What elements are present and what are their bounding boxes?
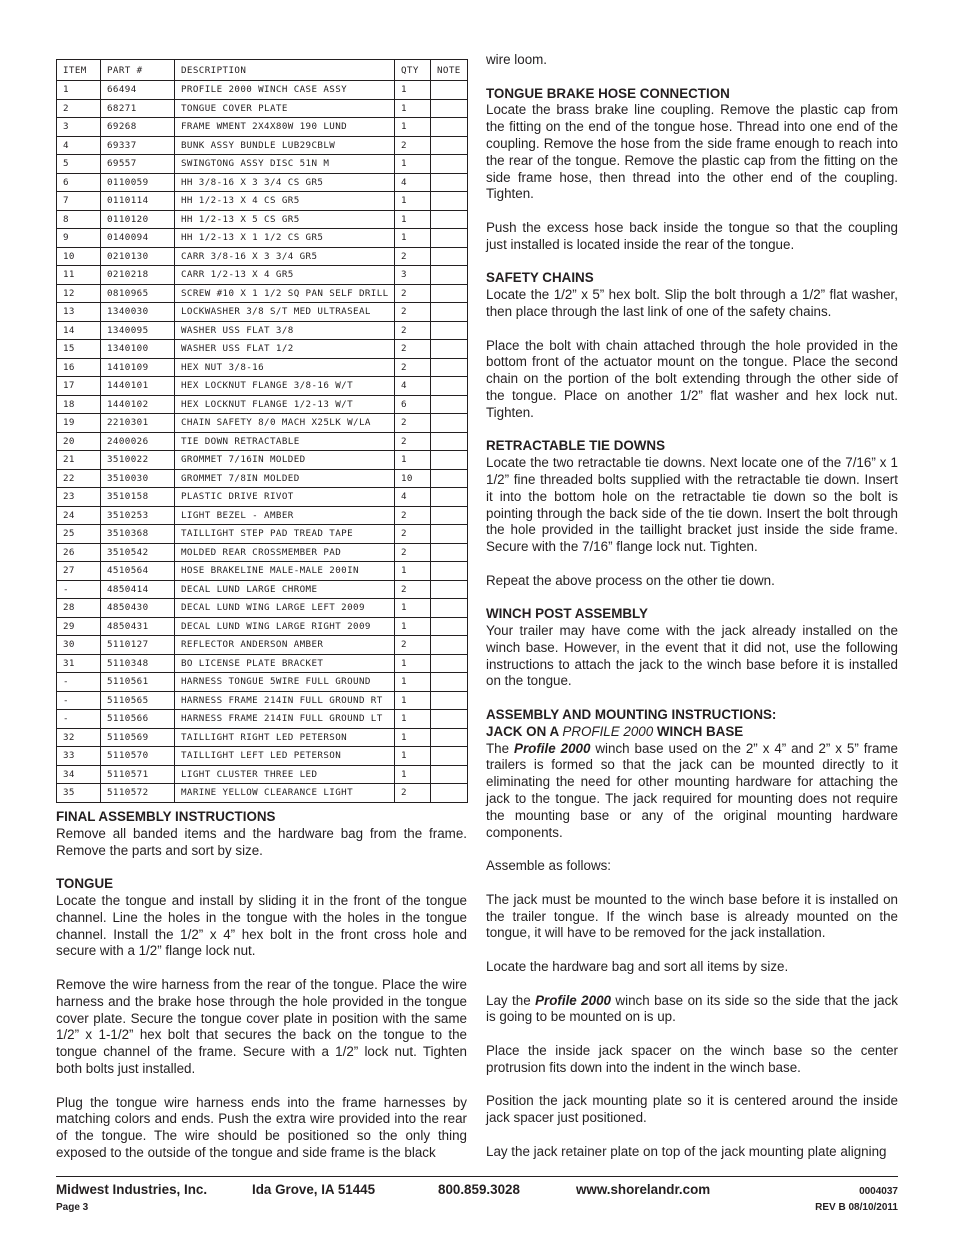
- header-description: DESCRIPTION: [175, 60, 395, 81]
- description-cell: HARNESS TONGUE 5WIRE FULL GROUND: [175, 673, 395, 692]
- table-row: [57, 488, 468, 507]
- note-cell: [431, 784, 468, 803]
- assembly-p1-rest: winch base used on the 2” x 4” and 2” x 5” frame trailers is formed so that the jack can be mounted directly to it eliminating the need for other mounting hardware for attaching the jack to the tongue. The jack required for mounting does not require the mounting base or any of the original mounting hardware components.: [486, 740, 898, 840]
- table-row: [57, 99, 468, 118]
- winch-post-paragraph: Your trailer may have come with the jack already installed on the winch base. However, in the event that it did not, use the following instructions to attach the jack to the winch base before it is installed on the tongue.: [486, 623, 898, 689]
- item-cell: -: [57, 673, 101, 692]
- table-row: [57, 284, 468, 303]
- qty-cell: 1: [395, 562, 431, 581]
- winch-post-heading: WINCH POST ASSEMBLY: [486, 606, 648, 622]
- description-cell: CHAIN SAFETY 8/0 MACH X25LK W/LA: [175, 414, 395, 433]
- table-row: [57, 451, 468, 470]
- part-number-cell: 1340100: [101, 340, 175, 359]
- table-row: [57, 691, 468, 710]
- tie-downs-heading: RETRACTABLE TIE DOWNS: [486, 438, 666, 454]
- part-number-cell: 0110114: [101, 192, 175, 211]
- description-cell: LIGHT BEZEL - AMBER: [175, 506, 395, 525]
- qty-cell: 2: [395, 321, 431, 340]
- footer-city: Ida Grove, IA 51445: [252, 1182, 376, 1197]
- note-cell: [431, 118, 468, 137]
- right-column: [486, 52, 898, 1177]
- description-cell: PLASTIC DRIVE RIVOT: [175, 488, 395, 507]
- part-number-cell: 0210218: [101, 266, 175, 285]
- description-cell: LOCKWASHER 3/8 S/T MED ULTRASEAL: [175, 303, 395, 322]
- note-cell: [431, 617, 468, 636]
- qty-cell: 1: [395, 654, 431, 673]
- safety-chains-heading: SAFETY CHAINS: [486, 270, 594, 286]
- tie-downs-paragraph-2: Repeat the above process on the other tie down.: [486, 572, 775, 588]
- part-number-cell: 0110059: [101, 173, 175, 192]
- part-number-cell: 3510158: [101, 488, 175, 507]
- item-cell: 10: [57, 247, 101, 266]
- table-row: [57, 617, 468, 636]
- part-number-cell: 3510368: [101, 525, 175, 544]
- qty-cell: 1: [395, 710, 431, 729]
- final-assembly-text: Remove all banded items and the hardware bag from the frame. Remove the parts and sort by size.: [56, 825, 467, 858]
- table-row: [57, 377, 468, 396]
- item-cell: 1: [57, 81, 101, 100]
- description-cell: HARNESS FRAME 214IN FULL GROUND RT: [175, 691, 395, 710]
- table-row: [57, 747, 468, 766]
- part-number-cell: 3510542: [101, 543, 175, 562]
- item-cell: 18: [57, 395, 101, 414]
- table-row: [57, 710, 468, 729]
- item-cell: 21: [57, 451, 101, 470]
- item-cell: 15: [57, 340, 101, 359]
- table-row: [57, 358, 468, 377]
- note-cell: [431, 636, 468, 655]
- note-cell: [431, 432, 468, 451]
- table-row: [57, 784, 468, 803]
- part-number-cell: 1440102: [101, 395, 175, 414]
- description-cell: GROMMET 7/8IN MOLDED: [175, 469, 395, 488]
- item-cell: 32: [57, 728, 101, 747]
- part-number-cell: 5110570: [101, 747, 175, 766]
- note-cell: [431, 765, 468, 784]
- note-cell: [431, 488, 468, 507]
- header-note: NOTE: [431, 60, 468, 81]
- item-cell: 6: [57, 173, 101, 192]
- table-row: [57, 599, 468, 618]
- qty-cell: 1: [395, 99, 431, 118]
- qty-cell: 2: [395, 358, 431, 377]
- table-row: [57, 543, 468, 562]
- qty-cell: 2: [395, 506, 431, 525]
- part-number-cell: 0810965: [101, 284, 175, 303]
- qty-cell: 2: [395, 636, 431, 655]
- description-cell: DECAL LUND WING LARGE LEFT 2009: [175, 599, 395, 618]
- qty-cell: 2: [395, 340, 431, 359]
- item-cell: 5: [57, 155, 101, 174]
- note-cell: [431, 377, 468, 396]
- table-header-row: [57, 60, 468, 81]
- description-cell: BO LICENSE PLATE BRACKET: [175, 654, 395, 673]
- qty-cell: 1: [395, 673, 431, 692]
- part-number-cell: 1410109: [101, 358, 175, 377]
- part-number-cell: 0210130: [101, 247, 175, 266]
- assembly-paragraph-2: Assemble as follows:: [486, 858, 612, 874]
- item-cell: -: [57, 691, 101, 710]
- jack-heading-product: PROFILE 2000: [562, 723, 654, 739]
- description-cell: FRAME WMENT 2X4X80W 190 LUND: [175, 118, 395, 137]
- brake-hose-paragraph-1: Locate the brass brake line coupling. Remove the plastic cap from the fitting on the end of the tongue hose. Thread into one end of the coupling. Remove the hose from the side frame enough to reach into the rear of the tongue. Remove the plastic cap from the fitting on the side frame hose, then thread into the other end of the coupling. Tighten.: [486, 102, 898, 202]
- part-number-cell: 2210301: [101, 414, 175, 433]
- table-row: [57, 432, 468, 451]
- note-cell: [431, 580, 468, 599]
- description-cell: GROMMET 7/16IN MOLDED: [175, 451, 395, 470]
- assembly-paragraph-4: Locate the hardware bag and sort all items by size.: [486, 959, 789, 975]
- item-cell: 11: [57, 266, 101, 285]
- description-cell: LIGHT CLUSTER THREE LED: [175, 765, 395, 784]
- assembly-paragraph-6: Place the inside jack spacer on the winch base so the center protrusion fits down into the indent in the winch base.: [486, 1043, 898, 1075]
- parts-table: [56, 59, 468, 803]
- table-row: [57, 266, 468, 285]
- description-cell: HH 1/2-13 X 4 CS GR5: [175, 192, 395, 211]
- qty-cell: 2: [395, 414, 431, 433]
- qty-cell: 10: [395, 469, 431, 488]
- assembly-paragraph-3: The jack must be mounted to the winch base before it is installed on the trailer tongue. If the winch base is already mounted on the tongue, it will have to be removed for the jack installation.: [486, 891, 898, 941]
- assembly-p5-rest: winch base on its side so the side that the jack is going to be mounted on is up.: [486, 992, 898, 1025]
- description-cell: BUNK ASSY BUNDLE LUB29CBLW: [175, 136, 395, 155]
- part-number-cell: 3510030: [101, 469, 175, 488]
- part-number-cell: 5110348: [101, 654, 175, 673]
- description-cell: HH 3/8-16 X 3 3/4 CS GR5: [175, 173, 395, 192]
- note-cell: [431, 562, 468, 581]
- description-cell: HEX LOCKNUT FLANGE 1/2-13 W/T: [175, 395, 395, 414]
- table-row: [57, 303, 468, 322]
- part-number-cell: 4850430: [101, 599, 175, 618]
- table-row: [57, 506, 468, 525]
- part-number-cell: 5110572: [101, 784, 175, 803]
- assembly-p1-product: Profile 2000: [514, 740, 591, 756]
- final-assembly-heading: FINAL ASSEMBLY INSTRUCTIONS: [56, 809, 276, 824]
- description-cell: TIE DOWN RETRACTABLE: [175, 432, 395, 451]
- part-number-cell: 69557: [101, 155, 175, 174]
- part-number-cell: 5110561: [101, 673, 175, 692]
- table-row: [57, 562, 468, 581]
- description-cell: HEX NUT 3/8-16: [175, 358, 395, 377]
- description-cell: TAILLIGHT STEP PAD TREAD TAPE: [175, 525, 395, 544]
- note-cell: [431, 81, 468, 100]
- part-number-cell: 69268: [101, 118, 175, 137]
- note-cell: [431, 395, 468, 414]
- assembly-paragraph-8: Lay the jack retainer plate on top of the jack mounting plate aligning: [486, 1143, 887, 1159]
- item-cell: 30: [57, 636, 101, 655]
- footer-doc-number: 0004037: [859, 1186, 898, 1197]
- description-cell: MARINE YELLOW CLEARANCE LIGHT: [175, 784, 395, 803]
- header-part-number: PART #: [101, 60, 175, 81]
- qty-cell: 2: [395, 303, 431, 322]
- item-cell: 13: [57, 303, 101, 322]
- part-number-cell: 3510253: [101, 506, 175, 525]
- note-cell: [431, 229, 468, 248]
- qty-cell: 4: [395, 377, 431, 396]
- note-cell: [431, 303, 468, 322]
- description-cell: SCREW #10 X 1 1/2 SQ PAN SELF DRILL: [175, 284, 395, 303]
- assembly-paragraph-7: Position the jack mounting plate so it is centered around the inside jack spacer just positioned.: [486, 1093, 898, 1126]
- table-row: [57, 118, 468, 137]
- table-row: [57, 525, 468, 544]
- table-row: [57, 580, 468, 599]
- tie-downs-paragraph-1: Locate the two retractable tie downs. Next locate one of the 7/16” x 1 1/2” fine threaded bolts supplied with the retractable tie down. Insert it into the bottom hole on the retractable tie down so the bolt is pointing through the back side of the tie down. Insert the bolt through the hole provided in the taillight bracket just inside the side frame. Secure with the 7/16” flange lock nut. Tighten.: [486, 455, 898, 555]
- note-cell: [431, 710, 468, 729]
- tongue-paragraph-2: Remove the wire harness from the rear of the tongue. Place the wire harness and the brake hose through the hole provided in the tongue cover plate. Secure the tongue cover plate in position with the same 1/2” x 1-1/2” hex bolt that secures the back on the tongue to the tongue channel of the frame. Secure with a 1/2” lock nut. Tighten both bolts just installed.: [56, 976, 467, 1076]
- item-cell: 29: [57, 617, 101, 636]
- note-cell: [431, 173, 468, 192]
- item-cell: 33: [57, 747, 101, 766]
- item-cell: 16: [57, 358, 101, 377]
- tongue-paragraph-1: Locate the tongue and install by sliding it in the front of the tongue channel. Line the holes in the tongue with the holes in the tongue channel. Install the 1/2” x 4” hex bolt in the front cross hole and secure with a 1/2” flange lock nut.: [56, 892, 467, 959]
- jack-heading-part-2: WINCH BASE: [653, 723, 744, 739]
- part-number-cell: 68271: [101, 99, 175, 118]
- assembly-p1-start: The: [486, 740, 515, 756]
- note-cell: [431, 321, 468, 340]
- table-row: [57, 192, 468, 211]
- table-row: [57, 469, 468, 488]
- footer-website: www.shorelandr.com: [576, 1182, 711, 1197]
- item-cell: 4: [57, 136, 101, 155]
- table-row: [57, 673, 468, 692]
- description-cell: SWINGTONG ASSY DISC 51N M: [175, 155, 395, 174]
- item-cell: 28: [57, 599, 101, 618]
- item-cell: 12: [57, 284, 101, 303]
- qty-cell: 1: [395, 229, 431, 248]
- item-cell: 35: [57, 784, 101, 803]
- part-number-cell: 66494: [101, 81, 175, 100]
- tongue-heading: TONGUE: [56, 876, 114, 892]
- table-row: [57, 728, 468, 747]
- description-cell: WASHER USS FLAT 3/8: [175, 321, 395, 340]
- part-number-cell: 1340095: [101, 321, 175, 340]
- qty-cell: 2: [395, 432, 431, 451]
- part-number-cell: 4510564: [101, 562, 175, 581]
- qty-cell: 1: [395, 747, 431, 766]
- note-cell: [431, 451, 468, 470]
- table-row: [57, 654, 468, 673]
- qty-cell: 1: [395, 765, 431, 784]
- description-cell: MOLDED REAR CROSSMEMBER PAD: [175, 543, 395, 562]
- note-cell: [431, 599, 468, 618]
- qty-cell: 2: [395, 247, 431, 266]
- footer-divider: [56, 1176, 898, 1177]
- footer-phone: 800.859.3028: [438, 1182, 520, 1197]
- safety-chains-paragraph-1: Locate the 1/2” x 5” hex bolt. Slip the bolt through a 1/2” flat washer, then place through the last link of one of the safety chains.: [486, 287, 898, 319]
- table-row: [57, 395, 468, 414]
- assembly-p5-start: Lay the: [486, 992, 536, 1008]
- qty-cell: 2: [395, 136, 431, 155]
- note-cell: [431, 99, 468, 118]
- item-cell: 8: [57, 210, 101, 229]
- table-row: [57, 636, 468, 655]
- qty-cell: 1: [395, 617, 431, 636]
- item-cell: -: [57, 580, 101, 599]
- description-cell: DECAL LUND WING LARGE RIGHT 2009: [175, 617, 395, 636]
- part-number-cell: 5110127: [101, 636, 175, 655]
- description-cell: TONGUE COVER PLATE: [175, 99, 395, 118]
- part-number-cell: 0140094: [101, 229, 175, 248]
- part-number-cell: 5110565: [101, 691, 175, 710]
- table-row: [57, 210, 468, 229]
- note-cell: [431, 525, 468, 544]
- description-cell: HEX LOCKNUT FLANGE 3/8-16 W/T: [175, 377, 395, 396]
- assembly-heading: ASSEMBLY AND MOUNTING INSTRUCTIONS:: [486, 707, 777, 723]
- description-cell: HH 1/2-13 X 5 CS GR5: [175, 210, 395, 229]
- note-cell: [431, 414, 468, 433]
- note-cell: [431, 247, 468, 266]
- tongue-paragraph-3: Plug the tongue wire harness ends into the frame harnesses by matching colors and ends. Push the extra wire provided into the rear of the tongue. The wire should be positioned so the only thing exposed to the outside of the tongue and side frame is the black: [56, 1094, 467, 1160]
- qty-cell: 1: [395, 155, 431, 174]
- note-cell: [431, 728, 468, 747]
- note-cell: [431, 358, 468, 377]
- description-cell: TAILLIGHT RIGHT LED PETERSON: [175, 728, 395, 747]
- item-cell: 9: [57, 229, 101, 248]
- table-row: [57, 229, 468, 248]
- item-cell: -: [57, 710, 101, 729]
- part-number-cell: 3510022: [101, 451, 175, 470]
- qty-cell: 1: [395, 192, 431, 211]
- description-cell: WASHER USS FLAT 1/2: [175, 340, 395, 359]
- table-row: [57, 321, 468, 340]
- part-number-cell: 69337: [101, 136, 175, 155]
- qty-cell: 6: [395, 395, 431, 414]
- table-row: [57, 414, 468, 433]
- qty-cell: 1: [395, 728, 431, 747]
- assembly-paragraph-1: [486, 741, 898, 842]
- header-qty: QTY: [395, 60, 431, 81]
- safety-chains-paragraph-2: Place the bolt with chain attached through the hole provided in the bottom front of the actuator mount on the tongue. Place the second chain on the portion of the bolt extending through the other side of the tongue. Place on another 1/2” flat washer and hex lock nut. Tighten.: [486, 337, 898, 420]
- note-cell: [431, 747, 468, 766]
- note-cell: [431, 340, 468, 359]
- description-cell: PROFILE 2000 WINCH CASE ASSY: [175, 81, 395, 100]
- qty-cell: 1: [395, 451, 431, 470]
- note-cell: [431, 266, 468, 285]
- part-number-cell: 5110571: [101, 765, 175, 784]
- note-cell: [431, 469, 468, 488]
- note-cell: [431, 543, 468, 562]
- header-item: ITEM: [57, 60, 101, 81]
- table-row: [57, 136, 468, 155]
- description-cell: CARR 1/2-13 X 4 GR5: [175, 266, 395, 285]
- item-cell: 3: [57, 118, 101, 137]
- description-cell: HOSE BRAKELINE MALE-MALE 200IN: [175, 562, 395, 581]
- item-cell: 19: [57, 414, 101, 433]
- assembly-paragraph-5: [486, 993, 898, 1027]
- item-cell: 22: [57, 469, 101, 488]
- table-row: [57, 247, 468, 266]
- qty-cell: 2: [395, 525, 431, 544]
- assembly-p5-product: Profile 2000: [535, 992, 611, 1008]
- qty-cell: 2: [395, 784, 431, 803]
- description-cell: HARNESS FRAME 214IN FULL GROUND LT: [175, 710, 395, 729]
- table-row: [57, 340, 468, 359]
- item-cell: 24: [57, 506, 101, 525]
- description-cell: CARR 3/8-16 X 3 3/4 GR5: [175, 247, 395, 266]
- footer-company: Midwest Industries, Inc.: [56, 1182, 208, 1197]
- footer-revision: REV B 08/10/2011: [815, 1202, 898, 1213]
- part-number-cell: 1440101: [101, 377, 175, 396]
- qty-cell: 2: [395, 580, 431, 599]
- part-number-cell: 4850414: [101, 580, 175, 599]
- table-row: [57, 81, 468, 100]
- description-cell: HH 1/2-13 X 1 1/2 CS GR5: [175, 229, 395, 248]
- item-cell: 25: [57, 525, 101, 544]
- table-row: [57, 173, 468, 192]
- item-cell: 2: [57, 99, 101, 118]
- part-number-cell: 5110569: [101, 728, 175, 747]
- qty-cell: 2: [395, 284, 431, 303]
- qty-cell: 2: [395, 543, 431, 562]
- qty-cell: 1: [395, 691, 431, 710]
- part-number-cell: 4850431: [101, 617, 175, 636]
- part-number-cell: 1340030: [101, 303, 175, 322]
- note-cell: [431, 136, 468, 155]
- item-cell: 26: [57, 543, 101, 562]
- description-cell: TAILLIGHT LEFT LED PETERSON: [175, 747, 395, 766]
- note-cell: [431, 155, 468, 174]
- description-cell: REFLECTOR ANDERSON AMBER: [175, 636, 395, 655]
- description-cell: DECAL LUND LARGE CHROME: [175, 580, 395, 599]
- part-number-cell: 2400026: [101, 432, 175, 451]
- qty-cell: 4: [395, 488, 431, 507]
- qty-cell: 1: [395, 118, 431, 137]
- brake-hose-heading: TONGUE BRAKE HOSE CONNECTION: [486, 85, 730, 101]
- note-cell: [431, 210, 468, 229]
- jack-heading: [486, 724, 898, 741]
- qty-cell: 1: [395, 210, 431, 229]
- qty-cell: 4: [395, 173, 431, 192]
- note-cell: [431, 192, 468, 211]
- jack-heading-part-1: JACK ON A: [486, 723, 563, 739]
- brake-hose-paragraph-2: Push the excess hose back inside the tongue so that the coupling just installed is located inside the rear of the tongue.: [486, 219, 898, 252]
- qty-cell: 3: [395, 266, 431, 285]
- item-cell: 27: [57, 562, 101, 581]
- note-cell: [431, 654, 468, 673]
- part-number-cell: 5110566: [101, 710, 175, 729]
- table-row: [57, 765, 468, 784]
- item-cell: 31: [57, 654, 101, 673]
- item-cell: 20: [57, 432, 101, 451]
- qty-cell: 1: [395, 599, 431, 618]
- item-cell: 17: [57, 377, 101, 396]
- note-cell: [431, 691, 468, 710]
- note-cell: [431, 506, 468, 525]
- note-cell: [431, 284, 468, 303]
- item-cell: 7: [57, 192, 101, 211]
- qty-cell: 1: [395, 81, 431, 100]
- table-row: [57, 155, 468, 174]
- footer-page-number: Page 3: [56, 1202, 89, 1213]
- continued-text: wire loom.: [486, 52, 548, 67]
- item-cell: 14: [57, 321, 101, 340]
- item-cell: 34: [57, 765, 101, 784]
- left-column: [56, 809, 467, 1179]
- note-cell: [431, 673, 468, 692]
- part-number-cell: 0110120: [101, 210, 175, 229]
- item-cell: 23: [57, 488, 101, 507]
